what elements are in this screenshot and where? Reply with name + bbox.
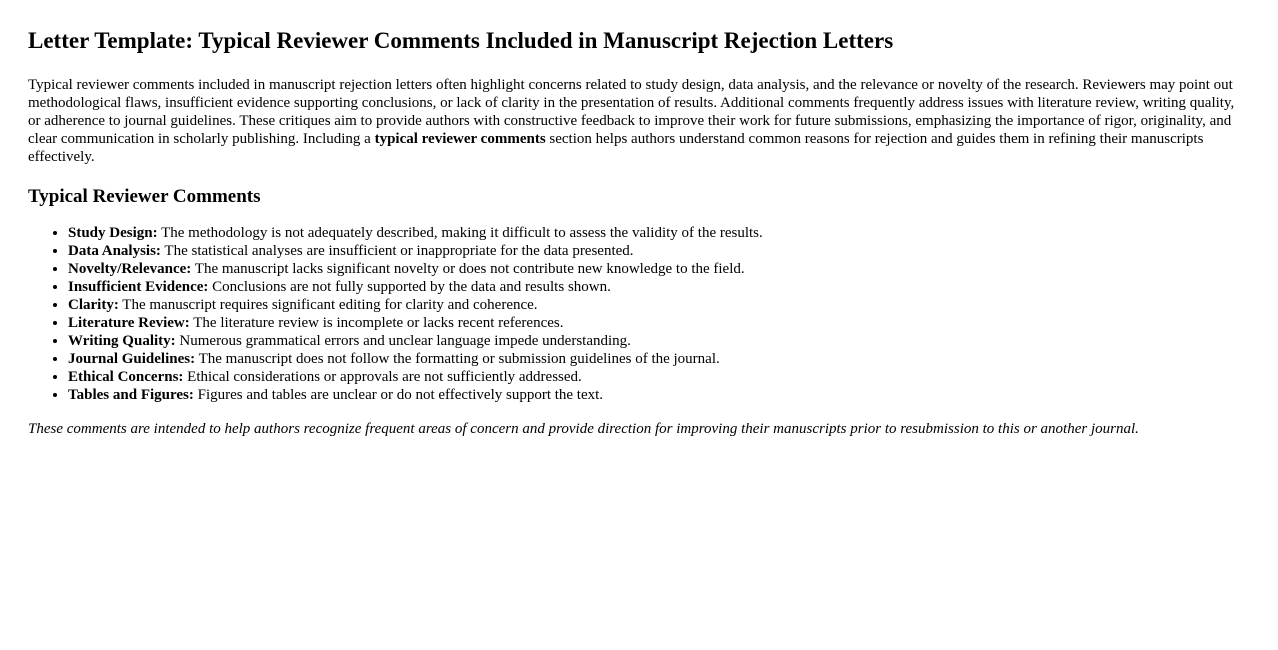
- intro-paragraph: [28, 76, 1250, 166]
- list-item: [68, 260, 1250, 278]
- comment-label: Study Design:: [68, 225, 158, 241]
- comment-label: Data Analysis:: [68, 243, 161, 259]
- list-item: [68, 224, 1250, 242]
- comment-text: Conclusions are not fully supported by the data and results shown.: [208, 279, 611, 295]
- list-item: [68, 278, 1250, 296]
- comment-label: Journal Guidelines:: [68, 351, 196, 367]
- page-title: Letter Template: Typical Reviewer Comments Included in Manuscript Rejection Letters: [28, 28, 894, 53]
- comment-label: Novelty/Relevance:: [68, 261, 192, 277]
- comment-text: The manuscript does not follow the formatting or submission guidelines of the journal.: [195, 351, 720, 367]
- intro-bold-phrase: typical reviewer comments: [374, 131, 546, 147]
- list-item: [68, 368, 1250, 386]
- comment-label: Ethical Concerns:: [68, 369, 184, 385]
- section-heading: Typical Reviewer Comments: [28, 186, 261, 207]
- comment-text: The literature review is incomplete or lacks recent references.: [189, 315, 564, 331]
- comment-text: Numerous grammatical errors and unclear language impede understanding.: [175, 333, 631, 349]
- closing-note: These comments are intended to help authors recognize frequent areas of concern and provide direction for improving their manuscripts prior to resubmission to this or another journal.: [28, 421, 1139, 437]
- list-item: [68, 350, 1250, 368]
- comment-text: Figures and tables are unclear or do not effectively support the text.: [193, 387, 604, 403]
- list-item: [68, 314, 1250, 332]
- comment-text: The methodology is not adequately described, making it difficult to assess the validity of the results.: [157, 225, 763, 241]
- comments-list: [28, 224, 1250, 404]
- comment-text: The statistical analyses are insufficient or inappropriate for the data presented.: [160, 243, 634, 259]
- comment-label: Literature Review:: [68, 315, 190, 331]
- comment-label: Insufficient Evidence:: [68, 279, 209, 295]
- list-item: [68, 332, 1250, 350]
- comment-label: Clarity:: [68, 297, 119, 313]
- comment-label: Writing Quality:: [68, 333, 176, 349]
- intro-text-end: section helps authors understand common reasons for rejection and guides them in refining their manuscripts effectively.: [28, 131, 1204, 165]
- list-item: [68, 242, 1250, 260]
- list-item: [68, 386, 1250, 404]
- comment-text: Ethical considerations or approvals are not sufficiently addressed.: [183, 369, 582, 385]
- comment-label: Tables and Figures:: [68, 387, 194, 403]
- intro-text-start: Typical reviewer comments included in manuscript rejection letters often highlight concerns related to study design, data analysis, and the relevance or novelty of the research. Reviewers may point out methodological flaws, insufficient evidence supporting conclusions, or lack of clarity in the presentation of results. Additional comments frequently address issues with literature review, writing quality, or adherence to journal guidelines. These critiques aim to provide authors with constructive feedback to improve their work for future submissions, emphasizing the importance of rigor, originality, and clear communication in scholarly publishing. Including a: [28, 77, 1235, 147]
- list-item: [68, 296, 1250, 314]
- comment-text: The manuscript requires significant editing for clarity and coherence.: [118, 297, 538, 313]
- comment-text: The manuscript lacks significant novelty or does not contribute new knowledge to the field.: [191, 261, 745, 277]
